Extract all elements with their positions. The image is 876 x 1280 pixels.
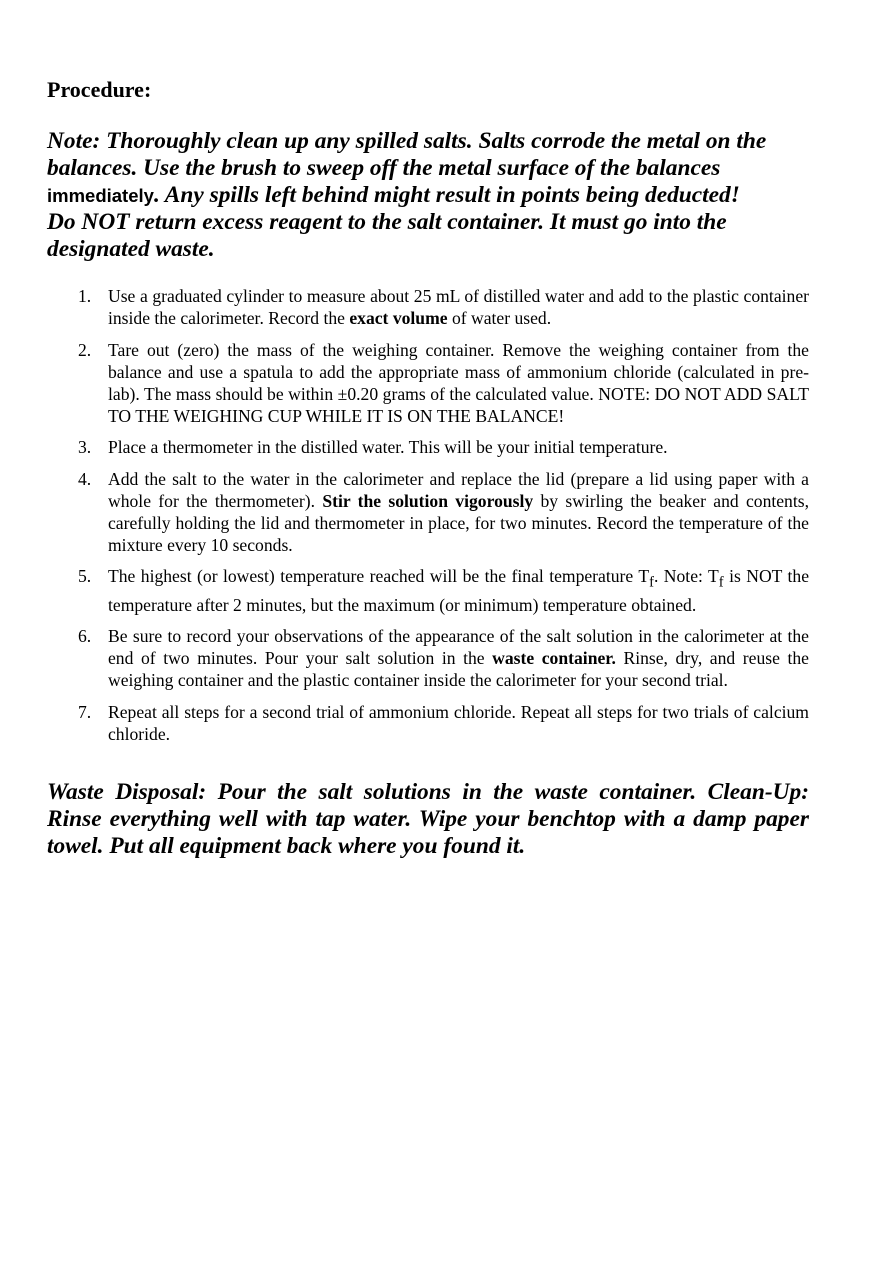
safety-note-line2: Do NOT return excess reagent to the salt container. It must go into the designated waste. (47, 209, 727, 262)
step-7 (47, 701, 809, 745)
step-text: . Note: T (653, 566, 719, 586)
step-text: Rinse, dry, and reuse the weighing container and the plastic container inside the calorimeter for your second trial. (108, 648, 809, 691)
step-text: Place a thermometer in the distilled water. This will be your initial temperature. (108, 437, 668, 457)
procedure-heading: Procedure: (47, 77, 152, 102)
step-3 (47, 436, 809, 458)
step-text: of water used. (447, 308, 552, 328)
step-text: is NOT the temperature after 2 minutes, but the maximum (or minimum) temperature obtained. (108, 566, 810, 615)
subscript-f: f (718, 574, 724, 591)
step-text: Be sure to record your observations of the appearance of the salt solution in the calorimeter at the end of two minutes. Pour your salt solution in the (108, 626, 809, 669)
step-4 (47, 468, 809, 556)
step-number: 4. (78, 468, 92, 489)
step-number: 1. (78, 286, 92, 306)
step-text: Use a graduated cylinder to measure about 25 mL of distilled water and add to the plastic container inside the calorimeter. Record the (108, 286, 809, 328)
step-emphasis: waste container. (492, 648, 616, 669)
safety-note (47, 128, 809, 263)
document-page (47, 76, 809, 860)
subscript-f: f (649, 574, 654, 591)
step-emphasis: Stir the solution vigorously (322, 490, 534, 511)
safety-note-immediately: immediately (47, 185, 154, 206)
step-emphasis: exact volume (349, 308, 448, 328)
step-number: 5. (78, 566, 92, 586)
step-1 (47, 285, 809, 329)
step-text: Add the salt to the water in the calorimeter and replace the lid (prepare a lid using paper with a whole for the thermometer). (108, 468, 809, 511)
step-5 (47, 565, 809, 616)
step-text: The highest (or lowest) temperature reached will be the final temperature T (108, 566, 650, 586)
step-number: 2. (78, 339, 92, 360)
step-number: 3. (78, 437, 92, 457)
safety-note-part1: Note: Thoroughly clean up any spilled salts. Salts corrode the metal on the balances. Use the brush to sweep off the metal surface of the balances (47, 128, 767, 181)
waste-disposal-note: Waste Disposal: Pour the salt solutions in the waste container. Clean-Up: Rinse everything well with tap water. Wipe your benchtop with a damp paper towel. Put all equipment back where you found it. (47, 778, 809, 859)
step-text: Repeat all steps for a second trial of ammonium chloride. Repeat all steps for two trials of calcium chloride. (108, 701, 809, 744)
step-text: Tare out (zero) the mass of the weighing container. Remove the weighing container from the balance and use a spatula to add the appropriate mass of ammonium chloride (calculated in pre-lab). The mass should be within ±0.20 grams of the calculated value. NOTE: DO NOT ADD SALT TO THE WEIGHING CUP WHILE IT IS ON THE BALANCE! (108, 339, 809, 426)
step-text: by swirling the beaker and contents, carefully holding the lid and thermometer in place, for two minutes. Record the temperature of the mixture every 10 seconds. (108, 490, 809, 555)
step-number: 7. (78, 701, 92, 722)
safety-note-part2: . Any spills left behind might result in points being deducted! (153, 182, 740, 208)
step-number: 6. (78, 626, 92, 647)
procedure-steps (47, 285, 809, 745)
step-2 (47, 339, 809, 427)
step-6 (47, 625, 809, 691)
